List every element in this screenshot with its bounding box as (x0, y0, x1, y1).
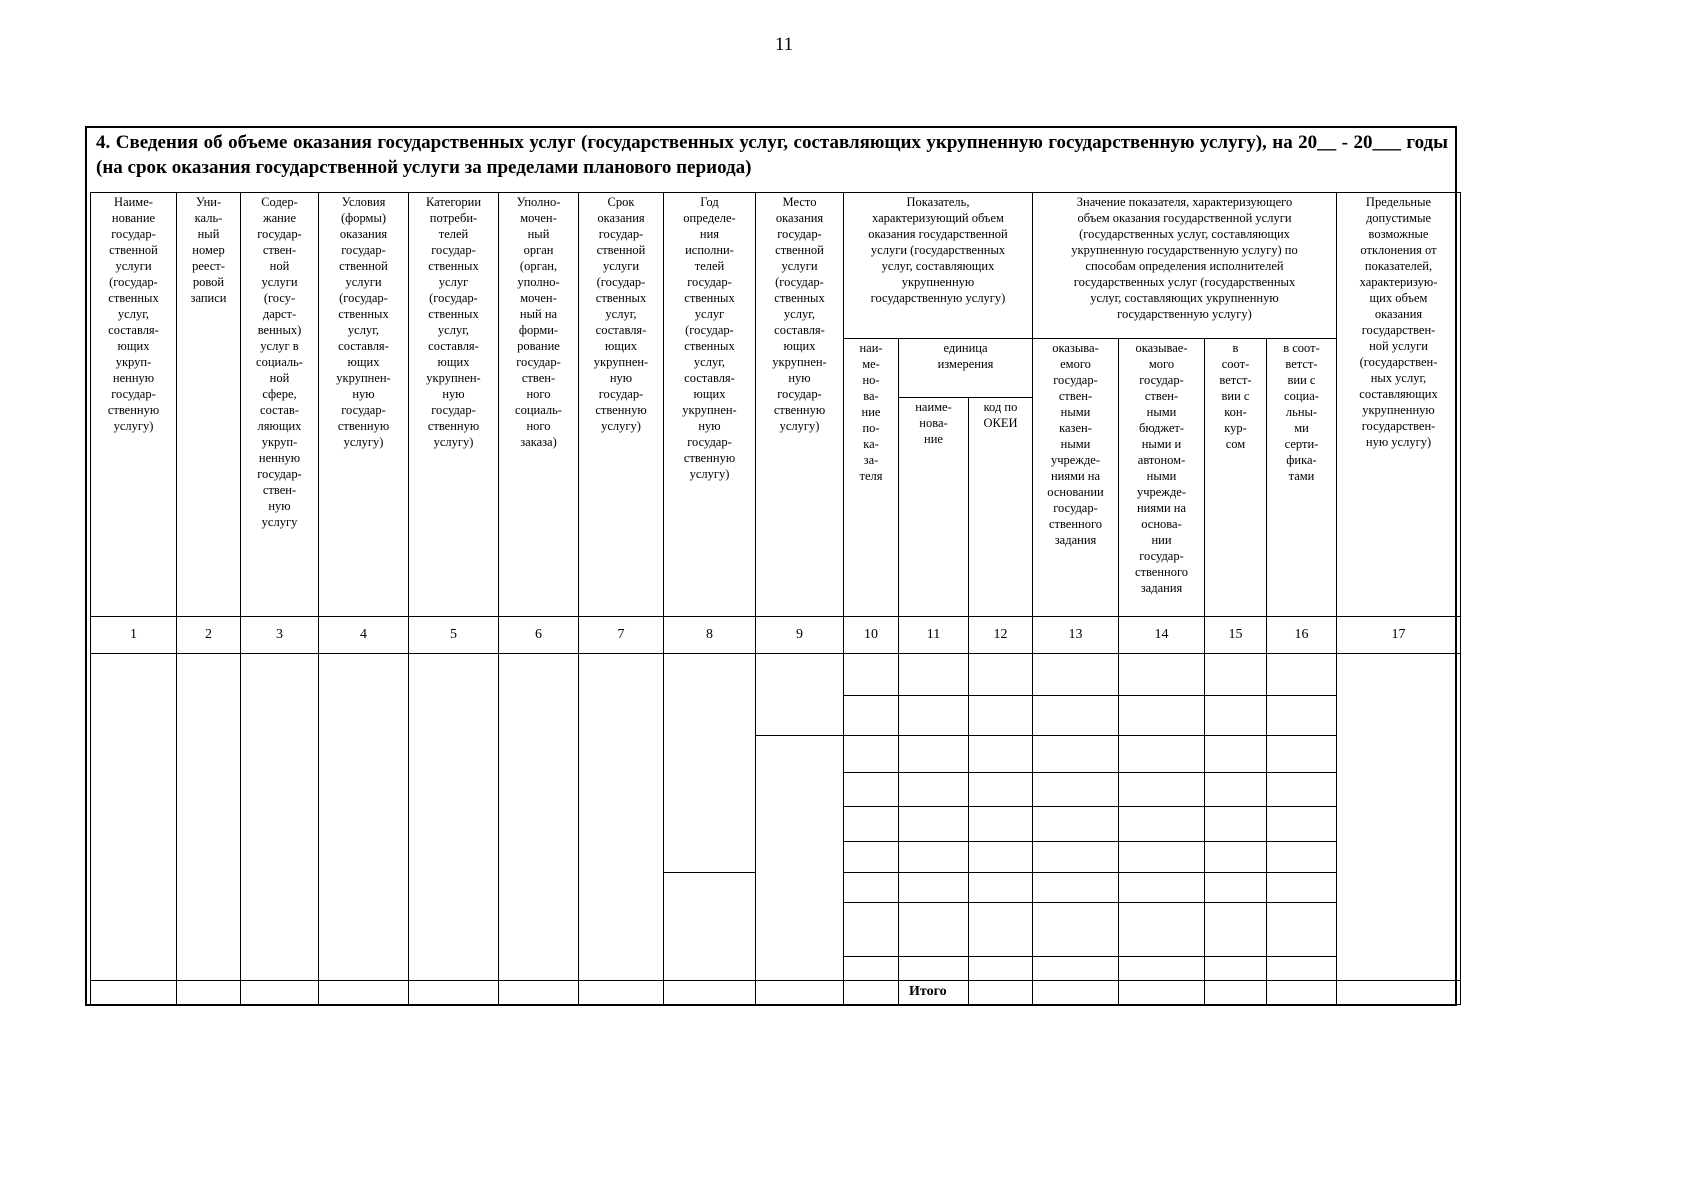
cell-value-competition[interactable] (1205, 736, 1267, 772)
column-number: 4 (319, 616, 409, 654)
header-service-term: Срок оказания государ- ственной услуги (государ- ственных услуг, составля- ющих укрупнен- ную государ- ственную услугу) (579, 193, 664, 617)
cell-indicator-name[interactable] (844, 772, 899, 806)
cell-value-certificates[interactable] (1267, 772, 1337, 806)
header-by-certificates: в соот- ветст- вии с социа- льны- ми серти- фика- тами (1267, 338, 1337, 616)
header-service-content: Содер- жание государ- ствен- ной услуги (госу- дарст- венных) услуг в социаль- ной сфере, состав- ляющих укруп- ненную государ- ствен- ную услугу (241, 193, 319, 617)
section-title: 4. Сведения об объеме оказания государственных услуг (государственных услуг, составляющих укрупненную государственную услугу), на 20__ - 20___ годы (на срок оказания государственной услуги за пределами планового периода) (96, 132, 1448, 178)
total-value-competition[interactable] (1205, 980, 1267, 1004)
cell-indicator-name[interactable] (844, 807, 899, 841)
total-cell[interactable] (844, 980, 899, 1004)
cell-value-treasury[interactable] (1033, 807, 1119, 841)
column-number: 17 (1337, 616, 1461, 654)
column-number: 11 (899, 616, 969, 654)
cell-value-competition[interactable] (1205, 957, 1267, 980)
header-service-place: Место оказания государ- ственной услуги (государ- ственных услуг, составля- ющих укрупнен- ную государ- ственную услугу) (756, 193, 844, 617)
service-volume-table (90, 192, 1461, 1005)
cell-value-certificates[interactable] (1267, 873, 1337, 902)
cell-value-competition[interactable] (1205, 902, 1267, 957)
cell-value-budget[interactable] (1119, 902, 1205, 957)
cell-registry-number[interactable] (177, 654, 241, 980)
header-service-conditions: Условия (формы) оказания государ- ственной услуги (государ- ственных услуг, составля- ющих укрупнен- ную государ- ственную услугу) (319, 193, 409, 617)
cell-value-budget[interactable] (1119, 654, 1205, 696)
header-authorized-body: Уполно- мочен- ный орган (орган, уполно- мочен- ный на форми- рование государ- ствен- ного социаль- ного заказа) (499, 193, 579, 617)
total-cell[interactable] (499, 980, 579, 1004)
column-number: 8 (664, 616, 756, 654)
cell-unit-name[interactable] (899, 873, 969, 902)
cell-value-competition[interactable] (1205, 807, 1267, 841)
column-number: 1 (91, 616, 177, 654)
cell-value-treasury[interactable] (1033, 957, 1119, 980)
cell-value-budget[interactable] (1119, 841, 1205, 872)
cell-value-certificates[interactable] (1267, 957, 1337, 980)
cell-unit-name[interactable] (899, 902, 969, 957)
cell-allowed-deviations[interactable] (1337, 654, 1461, 980)
cell-value-certificates[interactable] (1267, 807, 1337, 841)
column-number: 3 (241, 616, 319, 654)
total-cell[interactable] (177, 980, 241, 1004)
cell-value-budget[interactable] (1119, 957, 1205, 980)
cell-value-treasury[interactable] (1033, 873, 1119, 902)
total-cell[interactable] (664, 980, 756, 1004)
total-cell[interactable] (91, 980, 177, 1004)
cell-unit-name[interactable] (899, 695, 969, 736)
total-value-treasury[interactable] (1033, 980, 1119, 1004)
cell-okei-code[interactable] (969, 902, 1033, 957)
total-okei-code[interactable] (969, 980, 1033, 1004)
cell-okei-code[interactable] (969, 807, 1033, 841)
cell-unit-name[interactable] (899, 772, 969, 806)
header-indicator-group: Показатель, характеризующий объем оказания государственной услуги (государственных услуг, составляющих укрупненную государственную услугу) (844, 193, 1033, 339)
cell-value-certificates[interactable] (1267, 695, 1337, 736)
cell-executor-year[interactable] (664, 873, 756, 980)
header-consumer-categories: Категории потреби- телей государ- ственных услуг (государ- ственных услуг, составля- ющих укрупнен- ную государ- ственную услугу) (409, 193, 499, 617)
total-value-budget[interactable] (1119, 980, 1205, 1004)
cell-indicator-name[interactable] (844, 873, 899, 902)
cell-service-place[interactable] (756, 736, 844, 980)
cell-okei-code[interactable] (969, 695, 1033, 736)
total-cell[interactable] (319, 980, 409, 1004)
cell-unit-name[interactable] (899, 841, 969, 872)
cell-value-budget[interactable] (1119, 873, 1205, 902)
cell-unit-name[interactable] (899, 957, 969, 980)
cell-value-treasury[interactable] (1033, 841, 1119, 872)
cell-value-competition[interactable] (1205, 873, 1267, 902)
cell-value-competition[interactable] (1205, 654, 1267, 696)
column-number: 12 (969, 616, 1033, 654)
cell-service-conditions[interactable] (319, 654, 409, 980)
header-state-treasury: оказыва- емого государ- ствен- ными казен- ными учрежде- ниями на основании государ- ственного задания (1033, 338, 1119, 616)
cell-value-budget[interactable] (1119, 772, 1205, 806)
total-label: Итого (899, 980, 969, 1004)
total-cell[interactable] (579, 980, 664, 1004)
cell-value-certificates[interactable] (1267, 654, 1337, 696)
header-service-name: Наиме- нование государ- ственной услуги (государ- ственных услуг, составля- ющих укруп- ненную государ- ственную услугу) (91, 193, 177, 617)
column-number: 5 (409, 616, 499, 654)
total-cell[interactable] (409, 980, 499, 1004)
column-number: 16 (1267, 616, 1337, 654)
cell-authorized-body[interactable] (499, 654, 579, 980)
cell-service-name[interactable] (91, 654, 177, 980)
cell-consumer-categories[interactable] (409, 654, 499, 980)
header-budget-autonomous: оказывае- мого государ- ствен- ными бюджет- ными и автоном- ными учрежде- ниями на основа- нии государ- ственного задания (1119, 338, 1205, 616)
total-value-certificates[interactable] (1267, 980, 1337, 1004)
cell-value-budget[interactable] (1119, 695, 1205, 736)
cell-indicator-name[interactable] (844, 957, 899, 980)
cell-okei-code[interactable] (969, 654, 1033, 696)
column-number: 9 (756, 616, 844, 654)
column-number: 7 (579, 616, 664, 654)
header-by-competition: в соот- ветст- вии с кон- кур- сом (1205, 338, 1267, 616)
total-cell[interactable] (756, 980, 844, 1004)
cell-unit-name[interactable] (899, 654, 969, 696)
header-unit-group: единица измерения (899, 338, 1033, 397)
header-allowed-deviations: Предельные допустимые возможные отклонения от показателей, характеризую- щих объем оказания государствен- ной услуги (государствен- ных услуг, составляющих укрупненную государствен- ную услугу) (1337, 193, 1461, 617)
header-unit-name: наиме- нова- ние (899, 397, 969, 616)
cell-value-budget[interactable] (1119, 807, 1205, 841)
cell-value-certificates[interactable] (1267, 902, 1337, 957)
cell-value-certificates[interactable] (1267, 841, 1337, 872)
cell-service-term[interactable] (579, 654, 664, 980)
header-executor-year: Год определе- ния исполни- телей государ- ственных услуг (государ- ственных услуг, составля- ющих укрупнен- ную государ- ственную услугу) (664, 193, 756, 617)
cell-service-content[interactable] (241, 654, 319, 980)
cell-value-competition[interactable] (1205, 841, 1267, 872)
cell-unit-name[interactable] (899, 807, 969, 841)
page-number: 11 (774, 34, 794, 55)
cell-value-certificates[interactable] (1267, 736, 1337, 772)
cell-executor-year[interactable] (664, 654, 756, 873)
cell-indicator-name[interactable] (844, 654, 899, 696)
column-number: 10 (844, 616, 899, 654)
cell-value-competition[interactable] (1205, 772, 1267, 806)
column-number: 14 (1119, 616, 1205, 654)
cell-value-treasury[interactable] (1033, 902, 1119, 957)
cell-okei-code[interactable] (969, 841, 1033, 872)
column-number: 13 (1033, 616, 1119, 654)
column-number: 6 (499, 616, 579, 654)
cell-service-place[interactable] (756, 654, 844, 736)
cell-indicator-name[interactable] (844, 902, 899, 957)
header-registry-number: Уни- каль- ный номер реест- ровой записи (177, 193, 241, 617)
cell-value-treasury[interactable] (1033, 654, 1119, 696)
header-okei-code: код по ОКЕИ (969, 397, 1033, 616)
column-number: 15 (1205, 616, 1267, 654)
cell-okei-code[interactable] (969, 736, 1033, 772)
cell-unit-name[interactable] (899, 736, 969, 772)
cell-okei-code[interactable] (969, 957, 1033, 980)
cell-indicator-name[interactable] (844, 736, 899, 772)
cell-value-budget[interactable] (1119, 736, 1205, 772)
cell-value-treasury[interactable] (1033, 695, 1119, 736)
header-value-group: Значение показателя, характеризующего объем оказания государственной услуги (государственных услуг, составляющих укрупненную государственную услугу) по способам определения исполнителей государственных услуг (государственных услуг, составляющих укрупненную государственную услугу) (1033, 193, 1337, 339)
column-number: 2 (177, 616, 241, 654)
cell-value-treasury[interactable] (1033, 772, 1119, 806)
total-cell[interactable] (241, 980, 319, 1004)
cell-okei-code[interactable] (969, 772, 1033, 806)
header-indicator-name: наи- ме- но- ва- ние по- ка- за- теля (844, 338, 899, 616)
total-allowed-deviations[interactable] (1337, 980, 1461, 1004)
cell-value-competition[interactable] (1205, 695, 1267, 736)
cell-value-treasury[interactable] (1033, 736, 1119, 772)
cell-indicator-name[interactable] (844, 695, 899, 736)
cell-okei-code[interactable] (969, 873, 1033, 902)
cell-indicator-name[interactable] (844, 841, 899, 872)
